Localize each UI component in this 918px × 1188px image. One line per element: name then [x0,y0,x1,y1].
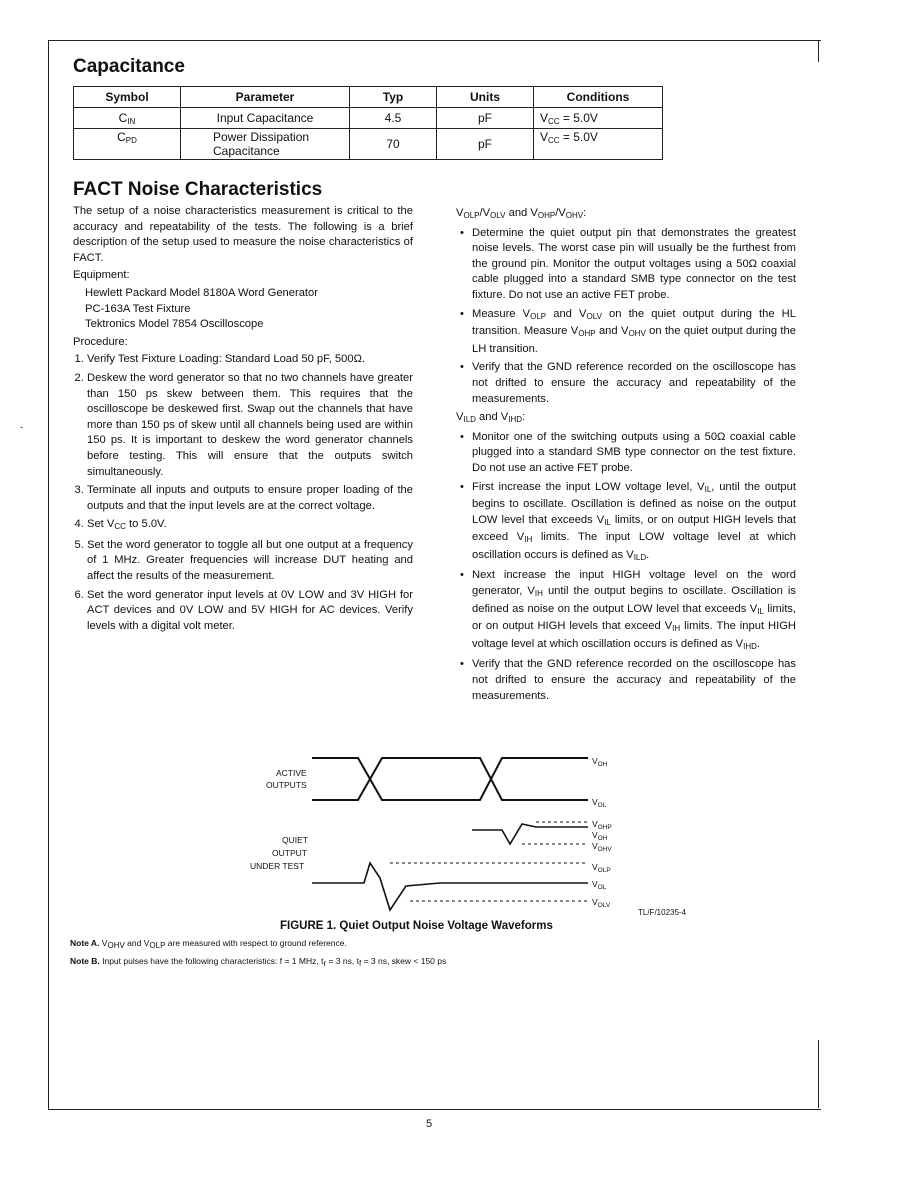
figure-caption: FIGURE 1. Quiet Output Noise Voltage Waveforms [280,920,553,932]
active-label: ACTIVE [276,768,307,778]
quiet-label: QUIET [282,835,308,845]
capacitance-table [73,86,663,160]
table-row [74,108,663,129]
figure-code: TL/F/10235-4 [638,908,687,917]
equipment-label: Equipment: [73,269,130,282]
note-b: Note B. Input pulses have the following characteristics: f = 1 MHz, $t_r = 3$ ns, $t_f = 3$ ns, skew < 150 ps [70,956,447,968]
symbol-cell: $C_{IN}$ [74,108,181,129]
header-conditions: Conditions [534,87,663,108]
procedure-step: 1. Verify Test Fixture Loading: Standard Load 50 pF, 500Ω. [87,352,413,368]
quiet-output-low-wave [312,863,588,910]
bullet-item: • First increase the input LOW voltage level, $V_{IL}$, until the output begins to oscillate. Oscillation is defined as noise on the output LOW level that exceeds $V_{IL}$ limits, or on output HIGH levels that exceed $V_{IH}$ limits. The input LOW voltage level at which oscillation occurs is defined as $V_{ILD}$. [472,480,796,566]
procedure-step: 4. Set $V_{CC}$ to 5.0V. [87,517,413,535]
header-parameter: Parameter [181,87,350,108]
parameter-cell: Input Capacitance [181,108,350,129]
procedure-step: 3. Terminate all inputs and outputs to ensure proper loading of the outputs and that the input levels are at the correct voltage. [87,483,413,514]
right-column [456,206,796,707]
voh-label: $V_{OH}$ [592,830,608,842]
vol-label: $V_{OL}$ [592,879,607,891]
margin-mark: - [20,422,23,432]
bullet-item: • Measure $V_{OLP}$ and $V_{OLV}$ on the quiet output during the HL transition. Measure $V_{OHP}$ and $V_{OHV}$ on the quiet output during the LH transition. [472,307,796,358]
waveform-figure [240,748,640,913]
procedure-step: 2. Deskew the word generator so that no two channels have greater than 150 ps skew between them. This requires that the oscilloscope be deskewed first. Swap out the channels that have more than 150 ps of skew until all channels being used are within 150 ps. It is important to deskew the word generator channels before testing. This will ensure that the outputs switch simultaneously. [87,371,413,480]
table-row [74,129,663,160]
active-output-high-wave [312,758,588,800]
vol-heading: $V_{OLP}/V_{OLV}$ and $V_{OHP}/V_{OHV}$: [456,207,587,220]
equipment-item: Tektronics Model 7854 Oscilloscope [85,318,264,331]
vohp-label: $V_{OHP}$ [592,819,612,831]
procedure-step: 6. Set the word generator input levels at 0V LOW and 3V HIGH for ACT devices and 0V LOW and 5V HIGH for AC devices. Verify levels with a digital volt meter. [87,588,413,635]
parameter-cell: Power Dissipation Capacitance [181,129,350,160]
bullet-item: • Verify that the GND reference recorded on the oscilloscope has not drifted to ensure the accuracy and repeatability of the measurements. [472,657,796,704]
vol-label: $V_{OL}$ [592,797,607,809]
equipment-item: Hewlett Packard Model 8180A Word Generator [85,286,318,299]
intro-paragraph: The setup of a noise characteristics measurement is critical to the accuracy and repeatability of the tests. The following is a brief description of the setup used to measure the noise characteristics of FACT. [73,205,413,264]
typ-cell: 70 [350,129,437,160]
frame-edge [818,1040,819,1108]
vild-bullet-list [456,430,796,705]
active-label: OUTPUTS [266,780,307,790]
header-symbol: Symbol [74,87,181,108]
units-cell: pF [437,108,534,129]
active-output-low-wave [312,758,588,800]
vol-bullet-list [456,226,796,408]
capacitance-heading: Capacitance [73,56,185,77]
conditions-cell: $V_{CC} = 5.0V$ [534,129,663,160]
table-header-row [74,87,663,108]
bullet-item: • Next increase the input HIGH voltage level on the word generator, $V_{IH}$ until the output begins to oscillate. Oscillation is defined as noise on the output LOW level that exceeds $V_{IL}$ limits, or on output HIGH levels that exceed $V_{IH}$ limits. The input HIGH voltage level at which oscillation occurs is defined as $V_{IHD}$. [472,568,796,654]
bullet-item: • Verify that the GND reference recorded on the oscilloscope has not drifted to ensure the accuracy and repeatability of the measurements. [472,360,796,407]
quiet-label: OUTPUT [272,848,307,858]
left-column [73,204,413,637]
frame-edge [818,40,819,62]
procedure-list [73,352,413,634]
procedure-step: 5. Set the word generator to toggle all but one output at a frequency of 1 MHz. Greater frequencies will increase DUT heating and affect the results of the measurement. [87,538,413,585]
fact-heading: FACT Noise Characteristics [73,179,323,200]
bullet-item: • Monitor one of the switching outputs using a 50Ω coaxial cable plugged into a standard SMB type connector on the test fixture. Do not use an active FET probe. [472,430,796,477]
header-typ: Typ [350,87,437,108]
page-number: 5 [426,1118,433,1130]
equipment-item: PC-163A Test Fixture [85,302,191,315]
typ-cell: 4.5 [350,108,437,129]
units-cell: pF [437,129,534,160]
symbol-cell: $C_{PD}$ [74,129,181,160]
procedure-label: Procedure: [73,335,128,348]
bullet-item: • Determine the quiet output pin that demonstrates the greatest noise levels. The worst case pin will usually be the furthest from the ground pin. Monitor the output voltages using a 50Ω coaxial cable plugged into a standard SMB type connector on the test fixture. Do not use an active FET probe. [472,226,796,304]
vohv-label: $V_{OHV}$ [592,841,612,853]
quiet-output-high-wave [472,824,588,844]
volp-label: $V_{OLP}$ [592,862,611,874]
voh-label: $V_{OH}$ [592,756,608,768]
conditions-cell: $V_{CC} = 5.0V$ [534,108,663,129]
header-units: Units [437,87,534,108]
quiet-label: UNDER TEST [250,861,305,871]
volv-label: $V_{OLV}$ [592,897,611,909]
vild-heading: $V_{ILD}$ and $V_{IHD}$: [456,411,526,425]
note-a: Note A. $V_{OHV}$ and $V_{OLP}$ are measured with respect to ground reference. [70,938,347,950]
